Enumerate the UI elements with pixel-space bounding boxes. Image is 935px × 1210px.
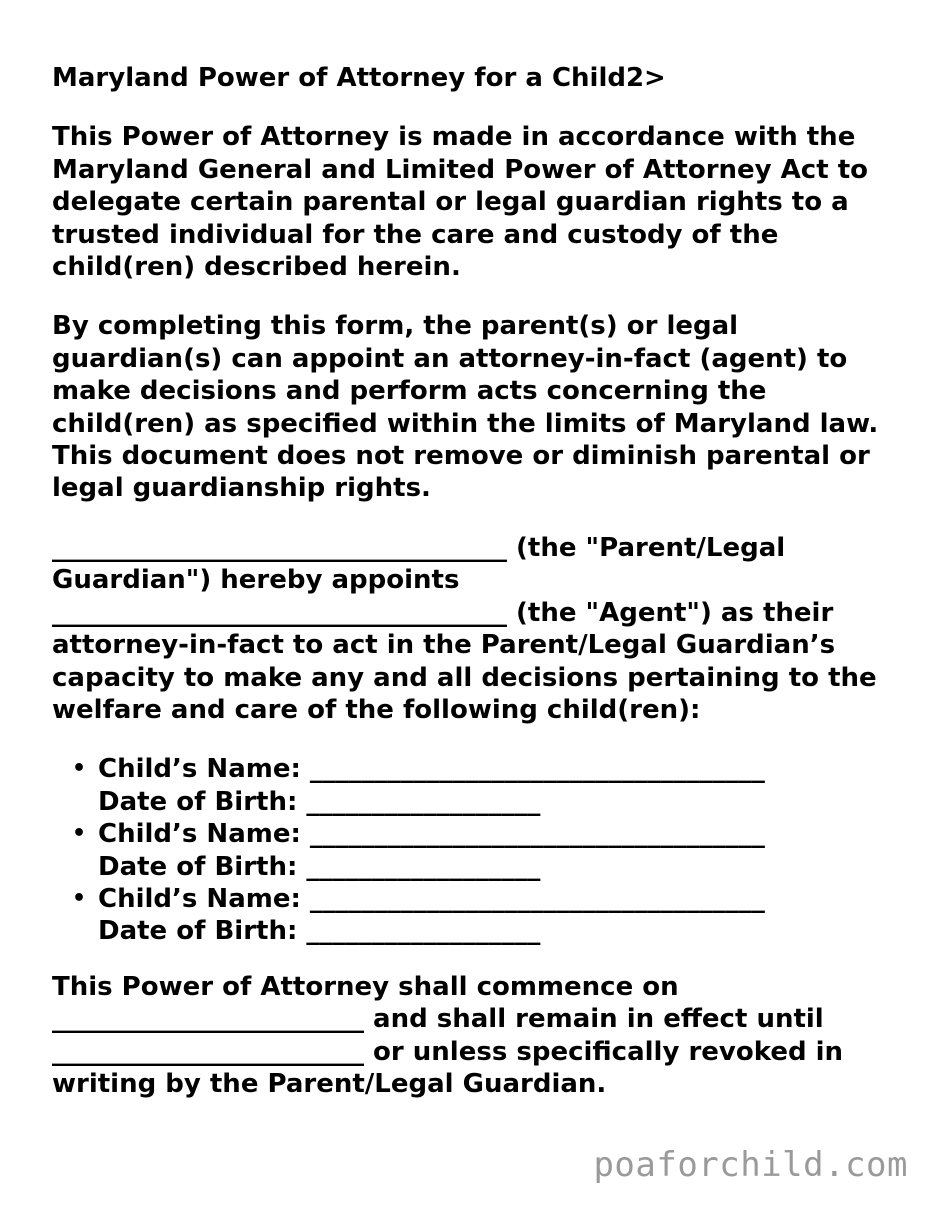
watermark: poaforchild.com bbox=[593, 1145, 908, 1185]
term-middle-text: and shall remain in effect until bbox=[364, 1004, 824, 1035]
child-entry bbox=[72, 883, 895, 948]
appointment-paragraph bbox=[52, 532, 895, 726]
child-dob-label: Date of Birth: bbox=[98, 786, 307, 817]
child-dob-label: Date of Birth: bbox=[98, 916, 307, 947]
child-dob-blank[interactable]: __________________ bbox=[306, 851, 541, 882]
parent-name-blank[interactable]: ___________________________________ bbox=[52, 532, 507, 563]
child-dob-blank[interactable]: __________________ bbox=[306, 916, 541, 947]
start-date-blank[interactable]: ________________________ bbox=[52, 1004, 364, 1035]
child-name-label: Child’s Name: bbox=[98, 819, 310, 850]
bullet-icon: • bbox=[72, 756, 87, 782]
purpose-paragraph: By completing this form, the parent(s) or legal guardian(s) can appoint an attorney-in-fact (agent) to make decisions and perform acts concerning the child(ren) as specified within the limits of Maryland law. This document does not remove or diminish parental or legal guardianship rights. bbox=[52, 311, 879, 504]
term-lead-text: This Power of Attorney shall commence on bbox=[52, 971, 679, 1002]
child-dob-label: Date of Birth: bbox=[98, 851, 307, 882]
agent-name-blank[interactable]: ___________________________________ bbox=[52, 597, 507, 628]
term-tail-text: or unless specifically revoked in writing by the Parent/Legal Guardian. bbox=[52, 1036, 844, 1099]
children-list bbox=[52, 753, 895, 947]
child-name-label: Child’s Name: bbox=[98, 883, 310, 914]
child-name-blank[interactable]: ___________________________________ bbox=[309, 883, 765, 914]
child-dob-row bbox=[98, 851, 895, 883]
child-dob-row bbox=[98, 786, 895, 818]
parent-role-text: (the "Parent/Legal Guardian") hereby appoints bbox=[52, 532, 786, 596]
child-dob-row bbox=[98, 915, 895, 947]
child-name-blank[interactable]: ___________________________________ bbox=[309, 754, 765, 785]
child-name-label: Child’s Name: bbox=[98, 754, 310, 785]
child-dob-blank[interactable]: __________________ bbox=[306, 786, 541, 817]
term-paragraph bbox=[52, 971, 895, 1101]
document-title: Maryland Power of Attorney for a Child2> bbox=[52, 63, 666, 93]
bullet-icon: • bbox=[72, 821, 87, 847]
child-entry bbox=[72, 753, 895, 818]
child-name-blank[interactable]: ___________________________________ bbox=[309, 819, 765, 850]
bullet-icon: • bbox=[72, 885, 87, 911]
agent-role-text: (the "Agent") as their attorney-in-fact to act in the Parent/Legal Guardian’s capacity to make any and all decisions pertaining to the welfare and care of the following child(ren): bbox=[52, 597, 877, 725]
child-name-row bbox=[98, 883, 895, 915]
child-name-row bbox=[98, 818, 895, 850]
intro-paragraph: This Power of Attorney is made in accordance with the Maryland General and Limited Power of Attorney Act to delegate certain parental or legal guardian rights to a trusted individual for the care and custody of the child(ren) described herein. bbox=[52, 122, 868, 283]
child-entry bbox=[72, 818, 895, 883]
child-name-row bbox=[98, 753, 895, 785]
end-date-blank[interactable]: ________________________ bbox=[52, 1036, 364, 1067]
